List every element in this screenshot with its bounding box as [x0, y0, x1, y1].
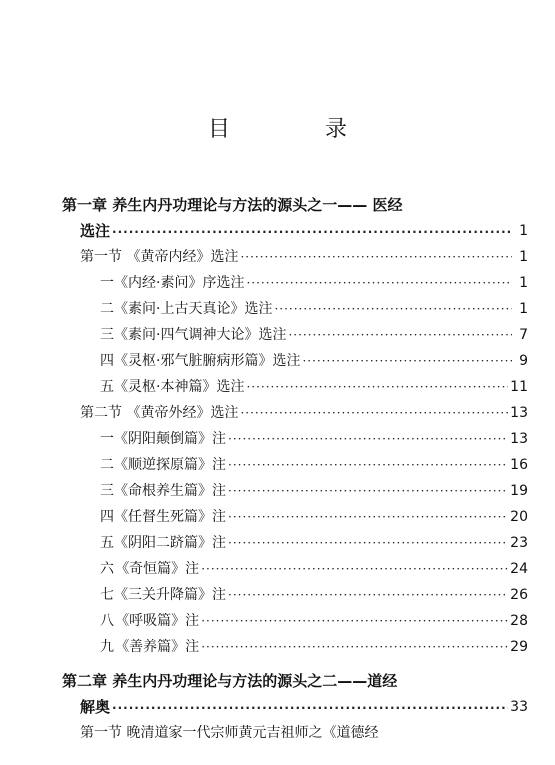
toc-entry-item[interactable]	[100, 530, 528, 556]
toc-entry-text: 第二节 《黄帝外经》选注	[80, 405, 239, 421]
leader-dots	[201, 608, 508, 634]
item-number: 九	[100, 639, 114, 655]
item-number: 三	[100, 327, 114, 343]
toc-entry-text: 第一章 养生内丹功理论与方法的源头之一—— 医经	[62, 196, 403, 214]
item-number: 六	[100, 561, 114, 577]
item-number: 三	[100, 483, 114, 499]
toc-page-number: 24	[510, 561, 528, 577]
toc-entry-text: 选注	[80, 222, 111, 240]
toc-entry-section-1-1[interactable]	[80, 244, 528, 270]
toc-page-number: 1	[519, 275, 528, 291]
item-number: 四	[100, 509, 114, 525]
leader-dots	[302, 348, 512, 374]
leader-dots	[240, 400, 508, 426]
toc-entry-chapter-1-cont[interactable]	[80, 218, 528, 244]
item-number: 五	[100, 535, 114, 551]
toc-entry-item[interactable]	[100, 582, 528, 608]
toc-entry-text: 《奇恒篇》注	[115, 561, 200, 577]
toc-entry-chapter-2-heading[interactable]	[62, 668, 502, 694]
leader-dots	[274, 296, 512, 322]
leader-dots	[112, 218, 512, 244]
item-number: 二	[100, 301, 114, 317]
toc-entry-item[interactable]	[100, 608, 528, 634]
toc-entry-text: 《灵枢·本神篇》选注	[114, 379, 245, 395]
leader-dots	[201, 556, 508, 582]
toc-entry-item[interactable]	[100, 270, 528, 296]
leader-dots	[228, 504, 508, 530]
toc-entry-item[interactable]	[100, 452, 528, 478]
toc-entry-item[interactable]	[100, 556, 528, 582]
toc-entry-item[interactable]	[100, 296, 528, 322]
toc-entry-section-2-1[interactable]	[80, 720, 528, 746]
toc-page-number: 26	[510, 587, 528, 603]
leader-dots	[288, 322, 512, 348]
toc-entry-chapter-2-cont[interactable]	[80, 694, 528, 720]
toc-entry-text: 《素问·四气调神大论》选注	[114, 327, 287, 343]
item-number: 四	[100, 353, 114, 369]
toc-page-number: 28	[510, 613, 528, 629]
toc-entry-text: 《任督生死篇》注	[114, 509, 226, 525]
leader-dots	[246, 374, 508, 400]
item-number: 七	[100, 587, 114, 603]
item-number: 八	[100, 613, 114, 629]
leader-dots	[228, 530, 508, 556]
toc-entry-item[interactable]	[100, 322, 528, 348]
toc-page-number: 11	[510, 379, 528, 395]
toc-page-number: 19	[510, 483, 528, 499]
leader-dots	[228, 426, 508, 452]
toc-entry-text: 解奥	[80, 698, 111, 716]
toc-entry-text: 《内经·素问》序选注	[114, 275, 245, 291]
leader-dots	[201, 634, 508, 660]
toc-page-number: 13	[510, 405, 528, 421]
toc-page-number: 29	[510, 639, 528, 655]
toc-page-number: 20	[510, 509, 528, 525]
toc-entry-text: 《素问·上古天真论》选注	[114, 301, 273, 317]
toc-page-number: 13	[510, 431, 528, 447]
toc-entry-text: 《呼吸篇》注	[115, 613, 200, 629]
toc-entry-chapter-1-heading[interactable]	[62, 192, 502, 218]
toc-entry-item[interactable]	[100, 478, 528, 504]
toc-entry-text: 《顺逆探原篇》注	[114, 457, 226, 473]
leader-dots	[228, 582, 508, 608]
item-number: 二	[100, 457, 114, 473]
toc-page-number: 23	[510, 535, 528, 551]
leader-dots	[112, 694, 508, 720]
leader-dots	[240, 244, 512, 270]
toc-entry-item[interactable]	[100, 634, 528, 660]
toc-entry-item[interactable]	[100, 426, 528, 452]
toc-page-number: 7	[519, 327, 528, 343]
toc-page-number: 33	[510, 699, 528, 715]
toc-entry-text: 第一节 《黄帝内经》选注	[80, 249, 239, 265]
toc-entry-text: 《善养篇》注	[115, 639, 200, 655]
toc-entry-text: 第一节 晚清道家一代宗师黄元吉祖师之《道德经	[80, 725, 379, 741]
toc-page-number: 1	[519, 301, 528, 317]
toc-entry-text: 《灵枢·邪气脏腑病形篇》选注	[114, 353, 301, 369]
toc-entry-item[interactable]	[100, 348, 528, 374]
item-number: 一	[100, 431, 114, 447]
toc-page-number: 9	[519, 353, 528, 369]
leader-dots	[228, 452, 508, 478]
toc-entry-text: 第二章 养生内丹功理论与方法的源头之二——道经	[62, 672, 398, 690]
item-number: 一	[100, 275, 114, 291]
leader-dots	[228, 478, 508, 504]
leader-dots	[246, 270, 512, 296]
toc-entry-text: 《阴阳二跻篇》注	[114, 535, 226, 551]
toc-entry-text: 《三关升降篇》注	[114, 587, 226, 603]
toc-page-number: 1	[519, 223, 528, 239]
toc-entry-section-1-2[interactable]	[80, 400, 528, 426]
toc-page-number: 16	[510, 457, 528, 473]
toc-page-number: 1	[519, 249, 528, 265]
toc-entry-item[interactable]	[100, 374, 528, 400]
item-number: 五	[100, 379, 114, 395]
toc-entry-text: 《命根养生篇》注	[114, 483, 226, 499]
page-title: 目 录	[208, 117, 391, 142]
toc-entry-item[interactable]	[100, 504, 528, 530]
toc-entry-text: 《阴阳颠倒篇》注	[114, 431, 226, 447]
